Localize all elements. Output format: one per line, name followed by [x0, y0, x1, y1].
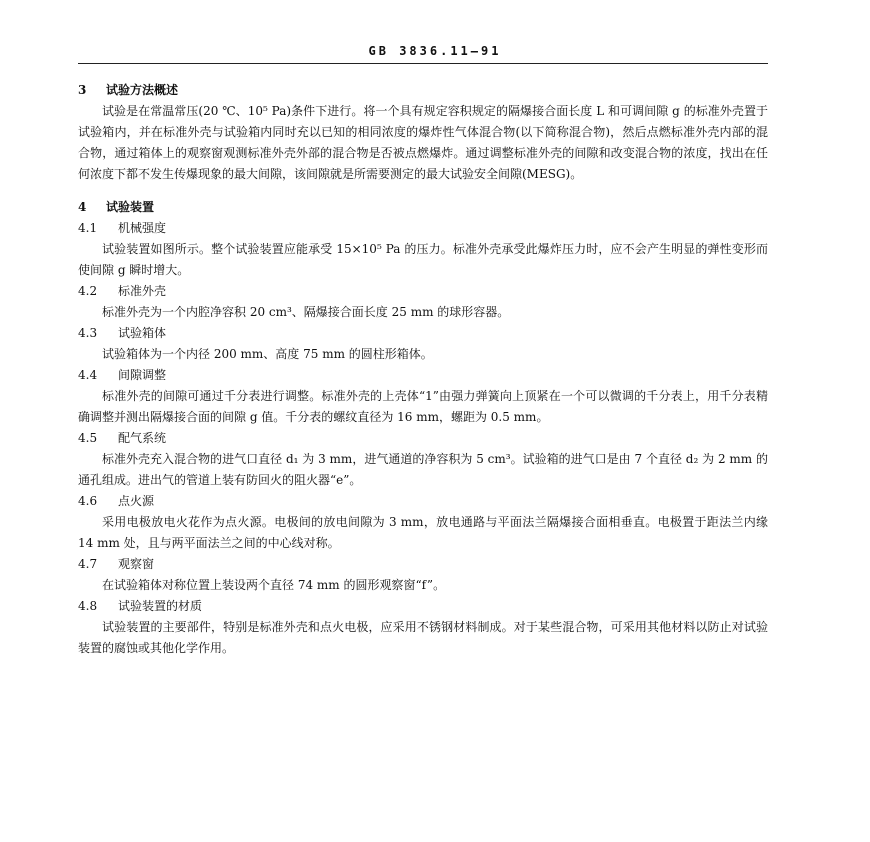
subsection-number: 4.6 — [78, 494, 98, 508]
subsection-number: 4.7 — [78, 557, 98, 571]
section-3-paragraph: 试验是在常温常压(20 ℃、10⁵ Pa)条件下进行。将一个具有规定容积规定的隔爆接合面长度 L 和可调间隙 g 的标准外壳置于试验箱内，并在标准外壳与试验箱内同时充以已知的相同浓度的爆炸性气体混合物(以下简称混合物)，然后点燃标准外壳内部的混合物，通过箱体上的观察窗观测标准外壳外部的混合物是否被点燃爆炸。通过调整标准外壳的间隙和改变混合物的浓度，找出在任何浓度下都不发生传爆现象的最大间隙，该间隙就是所需要测定的最大试验安全间隙(MESG)。 — [78, 104, 768, 181]
subsection-text: 采用电极放电火花作为点火源。电极间的放电间隙为 3 mm，放电通路与平面法兰隔爆接合面相垂直。电极置于距法兰内缘 14 mm 处，且与两平面法兰之间的中心线对称。 — [78, 515, 768, 550]
subsection-heading — [78, 428, 768, 449]
subsection-number: 4.1 — [78, 221, 98, 235]
header-rule — [78, 63, 768, 64]
subsection-number: 4.4 — [78, 368, 98, 382]
subsection-heading — [78, 323, 768, 344]
subsection-text: 在试验箱体对称位置上装设两个直径 74 mm 的圆形观察窗“f”。 — [102, 578, 446, 592]
subsection-title: 间隙调整 — [118, 368, 167, 382]
section-number: 3 — [78, 83, 87, 97]
subsection-heading — [78, 218, 768, 239]
section-3-heading — [78, 80, 768, 101]
document-body — [78, 80, 768, 659]
subsection-text: 标准外壳为一个内腔净容积 20 cm³、隔爆接合面长度 25 mm 的球形容器。 — [102, 305, 510, 319]
subsection-heading — [78, 491, 768, 512]
subsection-text: 试验箱体为一个内径 200 mm、高度 75 mm 的圆柱形箱体。 — [102, 347, 433, 361]
section-number: 4 — [78, 200, 87, 214]
subsection-title: 试验装置的材质 — [118, 599, 203, 613]
subsection-number: 4.3 — [78, 326, 98, 340]
subsection-heading — [78, 281, 768, 302]
subsection-heading — [78, 554, 768, 575]
subsection-heading — [78, 596, 768, 617]
subsection-text: 标准外壳充入混合物的进气口直径 d₁ 为 3 mm，进气通道的净容积为 5 cm³。试验箱的进气口是由 7 个直径 d₂ 为 2 mm 的通孔组成。进出气的管道上装有防回火的阻火器“e”。 — [78, 452, 768, 487]
subsection-title: 机械强度 — [118, 221, 167, 235]
subsection-number: 4.2 — [78, 284, 98, 298]
subsection-number: 4.8 — [78, 599, 98, 613]
subsection-title: 试验箱体 — [118, 326, 167, 340]
subsection-text: 试验装置如图所示。整个试验装置应能承受 15×10⁵ Pa 的压力。标准外壳承受此爆炸压力时，应不会产生明显的弹性变形而使间隙 g 瞬时增大。 — [78, 242, 768, 277]
subsection-text: 试验装置的主要部件，特别是标准外壳和点火电极，应采用不锈钢材料制成。对于某些混合物，可采用其他材料以防止对试验装置的腐蚀或其他化学作用。 — [78, 620, 768, 655]
subsection-number: 4.5 — [78, 431, 98, 445]
subsection-title: 点火源 — [118, 494, 155, 508]
subsection-heading — [78, 365, 768, 386]
section-title: 试验方法概述 — [106, 83, 179, 97]
subsection-title: 标准外壳 — [118, 284, 167, 298]
subsection-title: 观察窗 — [118, 557, 155, 571]
section-title: 试验装置 — [106, 200, 155, 214]
subsection-title: 配气系统 — [118, 431, 167, 445]
standard-code: GB 3836.11—91 — [368, 44, 502, 58]
subsection-text: 标准外壳的间隙可通过千分表进行调整。标准外壳的上壳体“1”由强力弹簧向上顶紧在一个可以微调的千分表上，用千分表精确调整并测出隔爆接合面的间隙 g 值。千分表的螺纹直径为 16 mm，螺距为 0.5 mm。 — [78, 389, 768, 424]
section-4-heading — [78, 197, 768, 218]
